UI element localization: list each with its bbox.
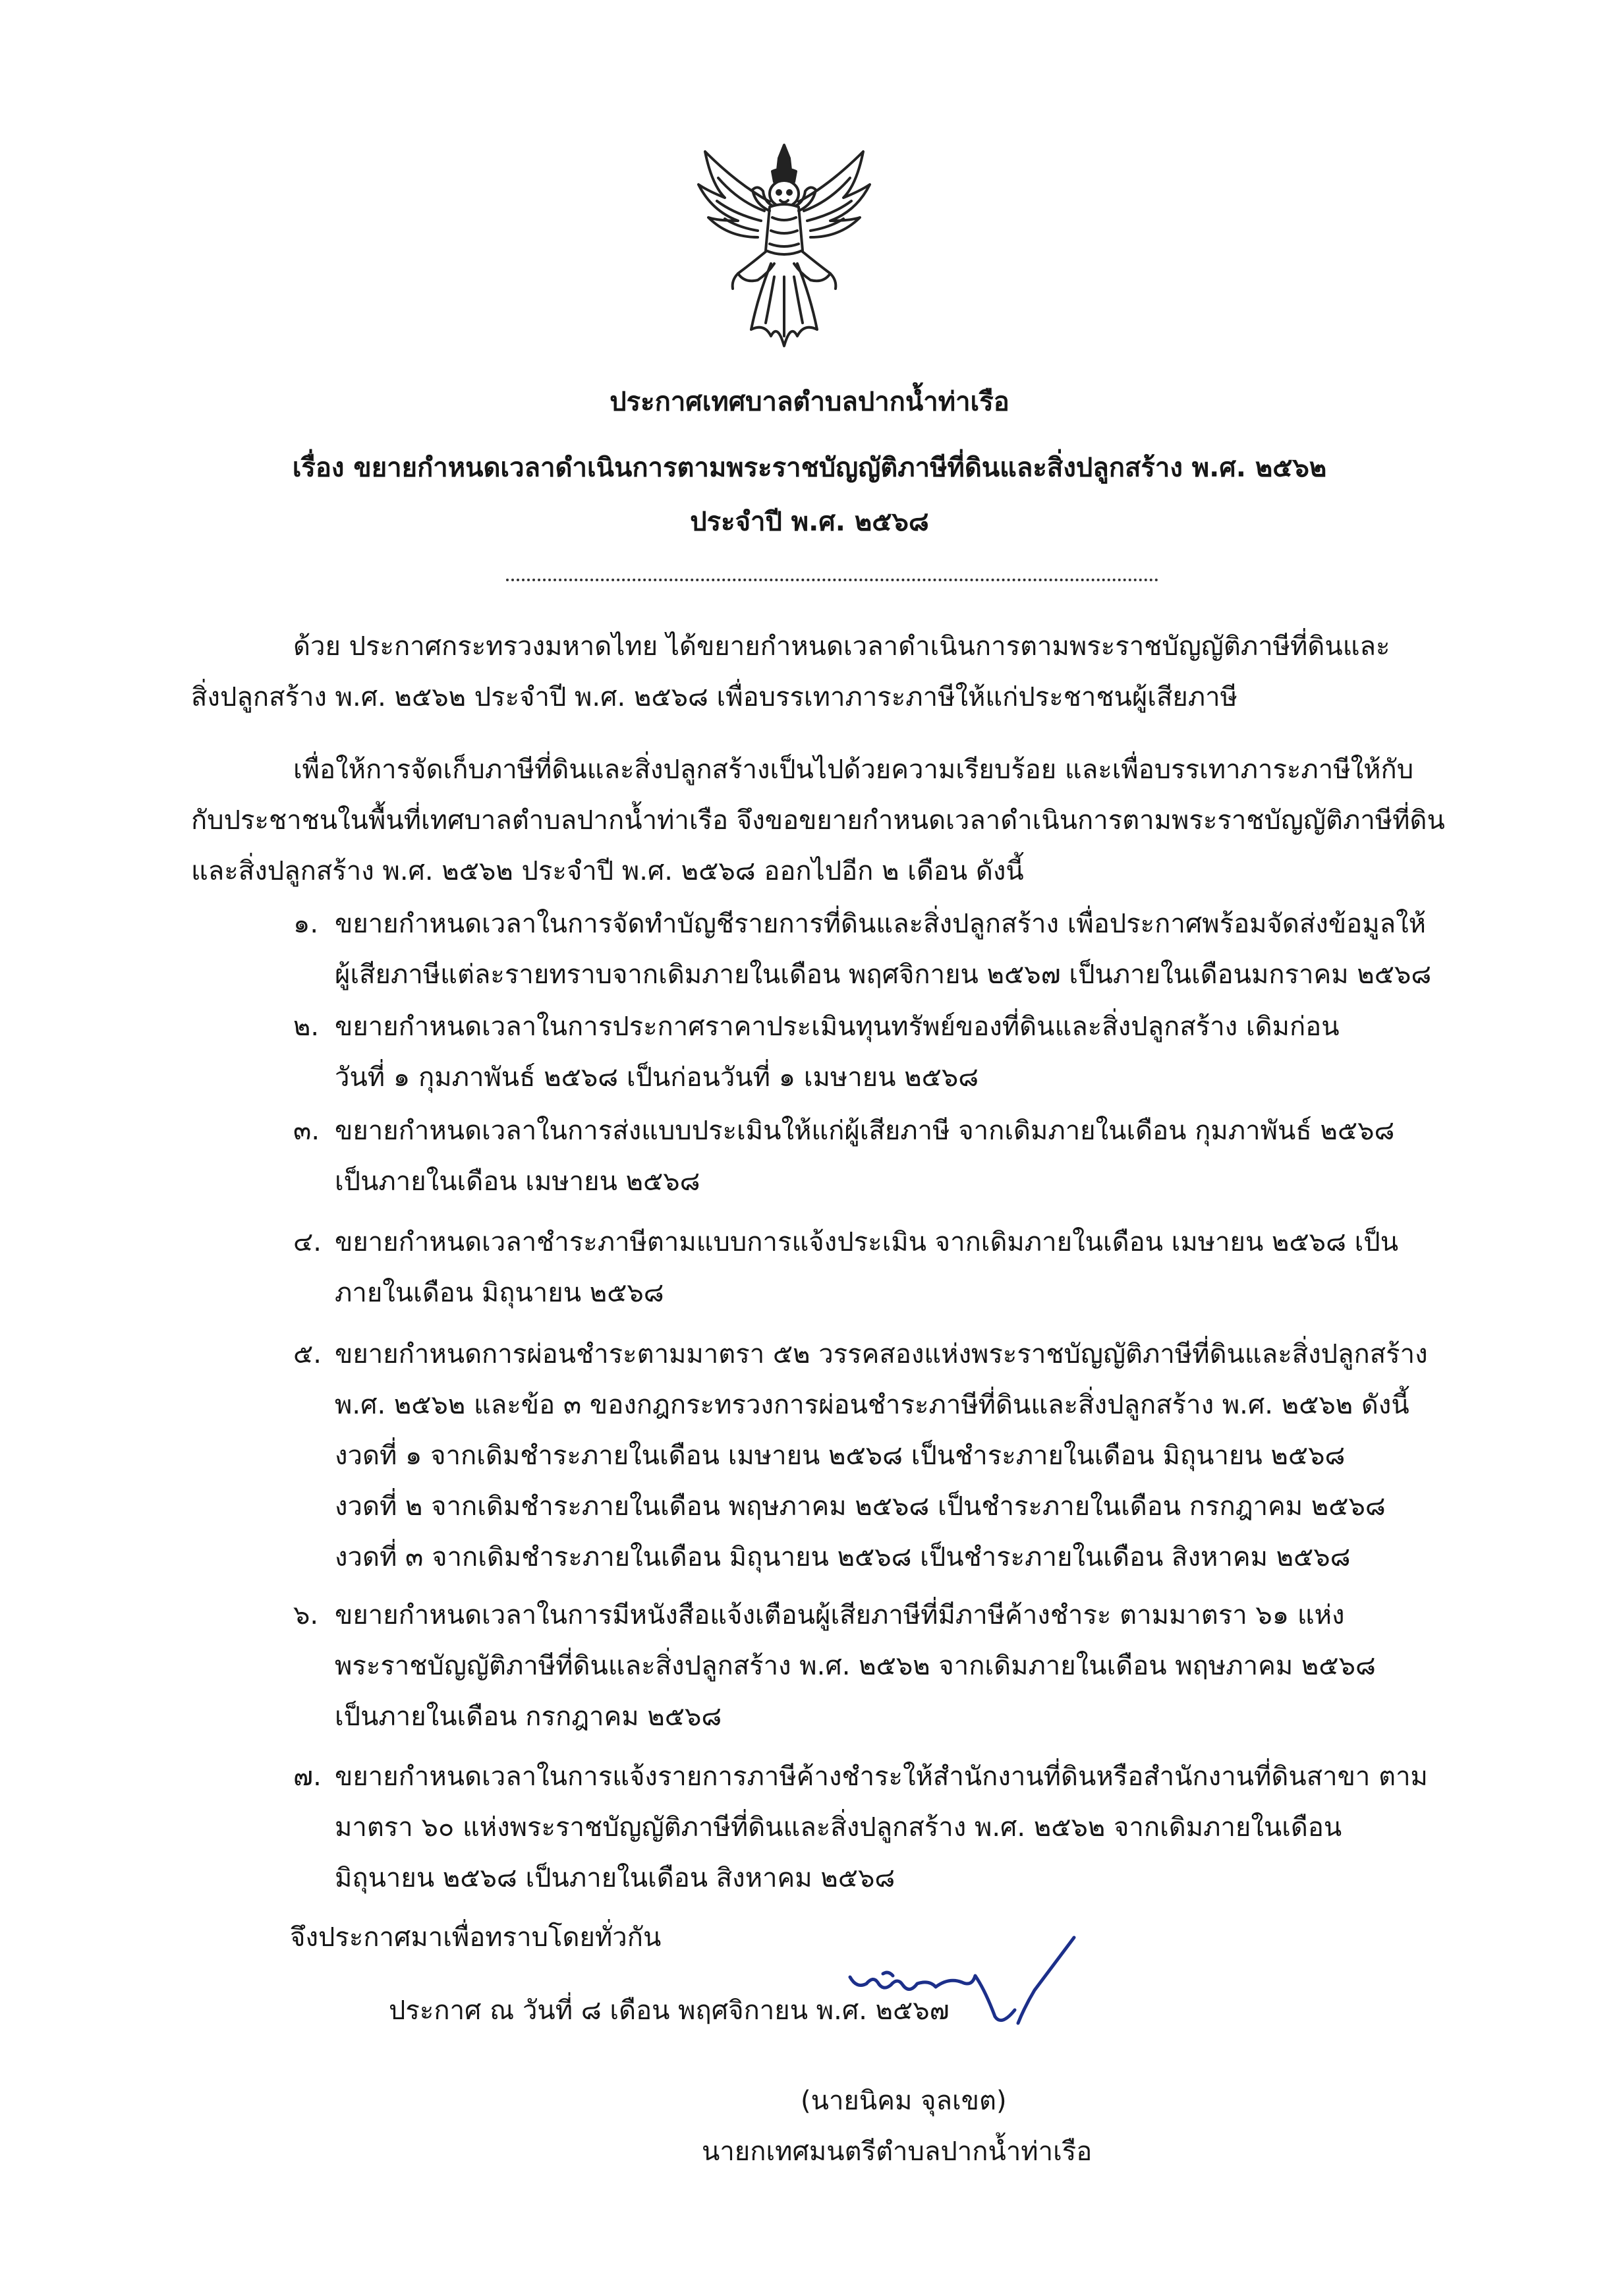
signature-icon (837, 1911, 1100, 2043)
announcement-title: ประกาศเทศบาลตำบลปากน้ำท่าเรือ (610, 387, 1009, 417)
item-line: ขยายกำหนดเวลาในการมีหนังสือแจ้งเตือนผู้เสียภาษีที่มีภาษีค้างชำระ ตามมาตรา ๖๑ แห่ง (335, 1600, 1345, 1630)
item-number: ๕. (293, 1339, 322, 1369)
item-line: มิถุนายน ๒๕๖๘ เป็นภายในเดือน สิงหาคม ๒๕๖๘ (335, 1863, 895, 1893)
item-line: มาตรา ๖๐ แห่งพระราชบัญญัติภาษีที่ดินและสิ่งปลูกสร้าง พ.ศ. ๒๕๖๒ จากเดิมภายในเดือน (335, 1812, 1342, 1843)
closing-statement: จึงประกาศมาเพื่อทราบโดยทั่วกัน (290, 1922, 662, 1953)
item-line: ขยายกำหนดเวลาในการส่งแบบประเมินให้แก่ผู้เสียภาษี จากเดิมภายในเดือน กุมภาพันธ์ ๒๕๖๘ (335, 1116, 1395, 1146)
para2-line: กับประชาชนในพื้นที่เทศบาลตำบลปากน้ำท่าเรือ จึงขอขยายกำหนดเวลาดำเนินการตามพระราชบัญญัติภาษีที่ดิน (191, 805, 1445, 836)
item-line: พระราชบัญญัติภาษีที่ดินและสิ่งปลูกสร้าง พ.ศ. ๒๕๖๒ จากเดิมภายในเดือน พฤษภาคม ๒๕๖๘ (335, 1651, 1376, 1681)
item-line: เป็นภายในเดือน กรกฎาคม ๒๕๖๘ (335, 1702, 722, 1732)
item-line: งวดที่ ๑ จากเดิมชำระภายในเดือน เมษายน ๒๕๖๘ เป็นชำระภายในเดือน มิถุนายน ๒๕๖๘ (335, 1441, 1346, 1471)
signatory-position: นายกเทศมนตรีตำบลปากน้ำท่าเรือ (702, 2137, 1093, 2167)
item-line: ขยายกำหนดเวลาในการจัดทำบัญชีรายการที่ดินและสิ่งปลูกสร้าง เพื่อประกาศพร้อมจัดส่งข้อมูลให้ (335, 909, 1426, 939)
para1-line: ด้วย ประกาศกระทรวงมหาดไทย ได้ขยายกำหนดเวลาดำเนินการตามพระราชบัญญัติภาษีที่ดินและ (293, 631, 1390, 662)
announcement-subject: เรื่อง ขยายกำหนดเวลาดำเนินการตามพระราชบัญญัติภาษีที่ดินและสิ่งปลูกสร้าง พ.ศ. ๒๕๖๒ (292, 453, 1327, 483)
item-line: งวดที่ ๓ จากเดิมชำระภายในเดือน มิถุนายน ๒๕๖๘ เป็นชำระภายในเดือน สิงหาคม ๒๕๖๘ (335, 1542, 1351, 1572)
item-line: พ.ศ. ๒๕๖๒ และข้อ ๓ ของกฎกระทรวงการผ่อนชำระภาษีที่ดินและสิ่งปลูกสร้าง พ.ศ. ๒๕๖๒ ดังนี้ (335, 1390, 1409, 1420)
item-number: ๖. (293, 1600, 319, 1630)
item-line: ขยายกำหนดเวลาในการประกาศราคาประเมินทุนทรัพย์ของที่ดินและสิ่งปลูกสร้าง เดิมก่อน (335, 1012, 1340, 1042)
item-number: ๔. (293, 1227, 322, 1257)
item-line: ขยายกำหนดเวลาชำระภาษีตามแบบการแจ้งประเมิน จากเดิมภายในเดือน เมษายน ๒๕๖๘ เป็น (335, 1227, 1399, 1257)
item-line: วันที่ ๑ กุมภาพันธ์ ๒๕๖๘ เป็นก่อนวันที่ ๑ เมษายน ๒๕๖๘ (335, 1062, 979, 1093)
header-divider (506, 579, 1158, 581)
item-line: งวดที่ ๒ จากเดิมชำระภายในเดือน พฤษภาคม ๒๕๖๘ เป็นชำระภายในเดือน กรกฎาคม ๒๕๖๘ (335, 1491, 1386, 1522)
signatory-name: (นายนิคม จุลเขต) (801, 2086, 1007, 2116)
announcement-year: ประจำปี พ.ศ. ๒๕๖๘ (690, 507, 929, 537)
item-number: ๒. (293, 1012, 320, 1042)
para2-line: เพื่อให้การจัดเก็บภาษีที่ดินและสิ่งปลูกสร้างเป็นไปด้วยความเรียบร้อย และเพื่อบรรเทาภาระภาษีให้กับ (293, 755, 1414, 785)
item-line: ขยายกำหนดการผ่อนชำระตามมาตรา ๕๒ วรรคสองแห่งพระราชบัญญัติภาษีที่ดินและสิ่งปลูกสร้าง (335, 1339, 1428, 1369)
item-line: ภายในเดือน มิถุนายน ๒๕๖๘ (335, 1278, 664, 1308)
item-line: ขยายกำหนดเวลาในการแจ้งรายการภาษีค้างชำระให้สำนักงานที่ดินหรือสำนักงานที่ดินสาขา ตาม (335, 1762, 1428, 1792)
para1-line: สิ่งปลูกสร้าง พ.ศ. ๒๕๖๒ ประจำปี พ.ศ. ๒๕๖๘ เพื่อบรรเทาภาระภาษีให้แก่ประชาชนผู้เสียภาษี (191, 682, 1237, 712)
para2-line: และสิ่งปลูกสร้าง พ.ศ. ๒๕๖๒ ประจำปี พ.ศ. ๒๕๖๘ ออกไปอีก ๒ เดือน ดังนี้ (191, 856, 1024, 886)
item-line: ผู้เสียภาษีแต่ละรายทราบจากเดิมภายในเดือน พฤศจิกายน ๒๕๖๗ เป็นภายในเดือนมกราคม ๒๕๖๘ (335, 960, 1432, 990)
item-line: เป็นภายในเดือน เมษายน ๒๕๖๘ (335, 1166, 700, 1197)
announcement-date: ประกาศ ณ วันที่ ๘ เดือน พฤศจิกายน พ.ศ. ๒๕๖๗ (389, 1995, 950, 2026)
item-number: ๓. (293, 1116, 320, 1146)
garuda-emblem-icon (692, 138, 876, 356)
item-number: ๑. (293, 909, 319, 939)
item-number: ๗. (293, 1762, 322, 1792)
